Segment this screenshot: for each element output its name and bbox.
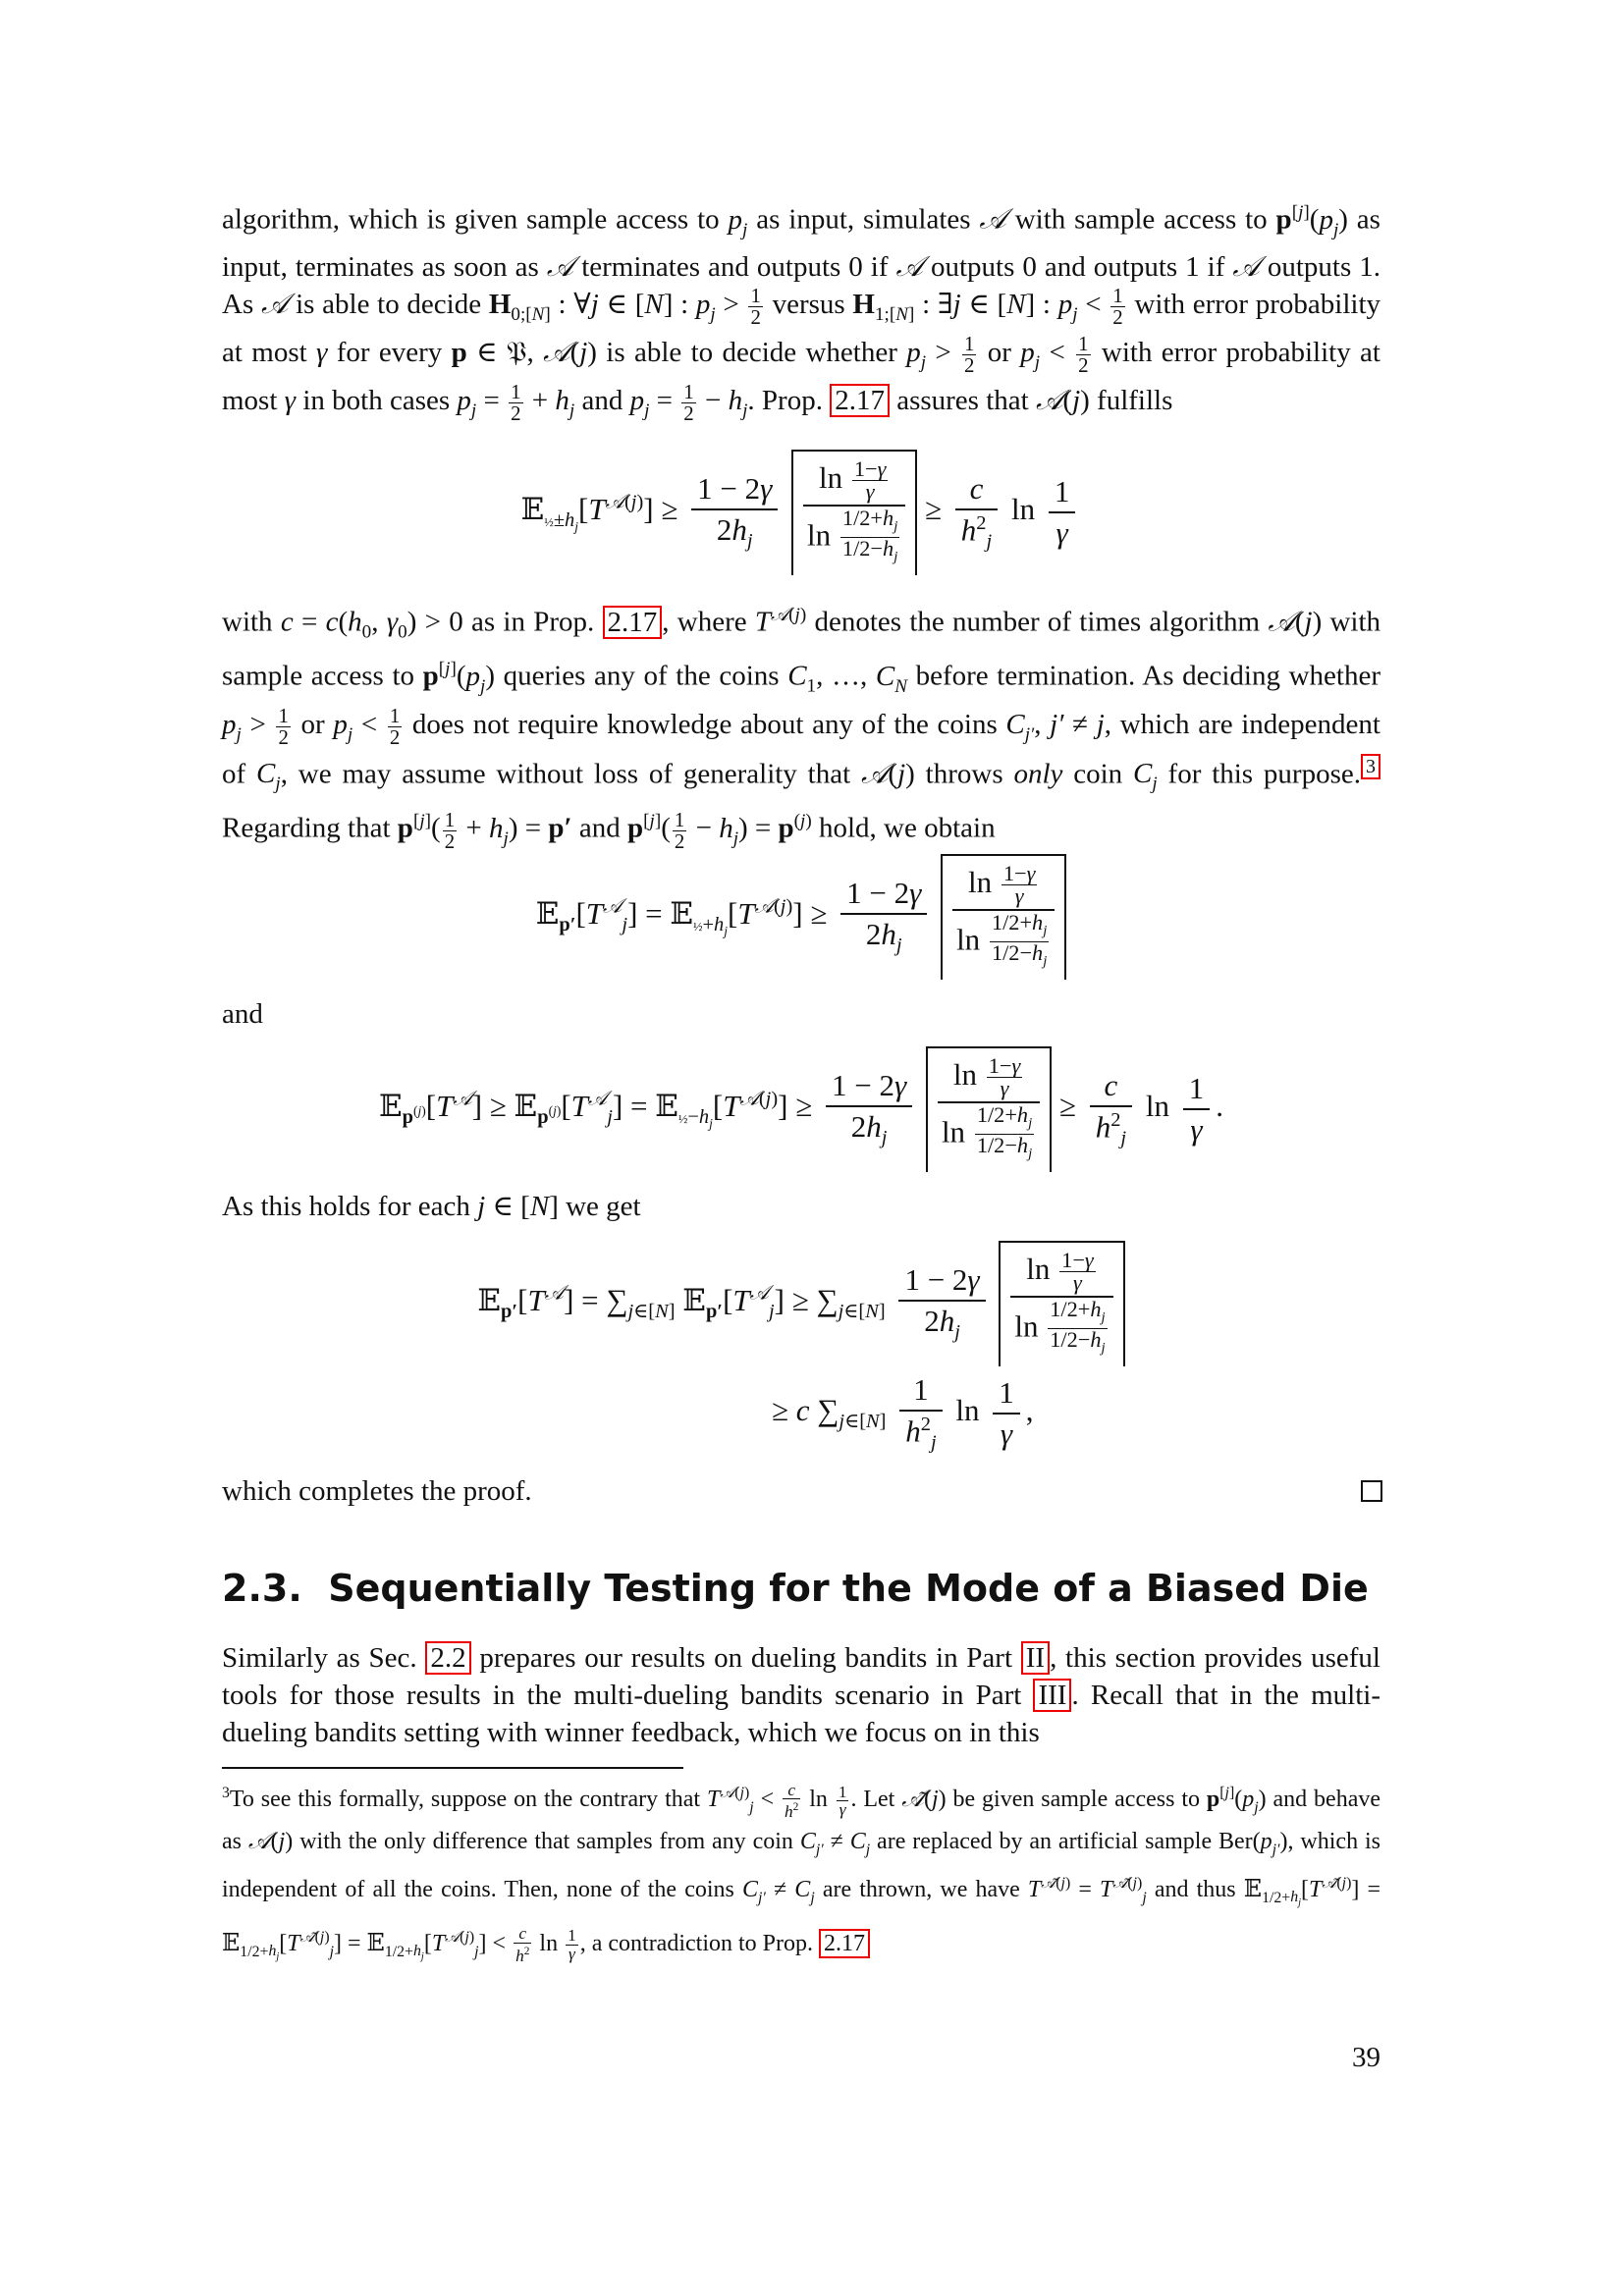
ref-part-iii[interactable]: III xyxy=(1033,1679,1071,1712)
paragraph-completes xyxy=(222,1472,1380,1510)
and-text: and xyxy=(222,998,263,1030)
as-holds-text: As this holds for each xyxy=(222,1191,470,1222)
paragraph-as-holds: As this holds for each j ∈ [N] we get xyxy=(222,1191,641,1222)
ref-sec-2-2[interactable]: 2.2 xyxy=(425,1641,470,1675)
intro-lead-text: algorithm, which is given sample access to xyxy=(222,203,720,236)
ref-prop-2-17[interactable]: 2.17 xyxy=(830,384,890,417)
paragraph-intro: algorithm, which is given sample access to $p_j$ as input, simulates 𝒜 with sample access to $p[j](p_j)$ as input, terminates as soon as 𝒜 terminates and outputs 0 if 𝒜 outputs 0 and outputs 1 if 𝒜 outputs 1. As 𝒜 is able to decide $H_{0;[N]}$ : ∀j ∈ [N] : $p_j$ > $\frac{1}{2}$ versus $H_{1;[N]}$ : ∃j ∈ [N] : $p_j$ < $\frac{1}{2}$ with error probability at most γ for every p ∈ 𝔓, 𝒜(j) is able to decide whether $p_j$ > $\frac{1}{2}$ or $p_j$ < $\frac{1}{2}$ with error probability at most γ in both cases $p_j$ = $\frac{1}{2}$ + $h_j$ and $p_j$ = $\frac{1}{2}$ − $h_j$. Prop. 2.17 assures that 𝒜(j) fulfills xyxy=(222,202,1381,425)
ref-prop-2-17-footnote[interactable]: 2.17 xyxy=(819,1929,870,1958)
section-heading xyxy=(222,1567,1369,1610)
ref-prop-2-17-b[interactable]: 2.17 xyxy=(603,606,663,639)
paragraph-and xyxy=(222,995,1380,1033)
equation-2: $𝔼_{p'}[T^𝒜_j]$ = $𝔼_{\frac{1}{2}+h_j}[T^{𝒜(j)}]$ ≥ $\frac{1 - 2\gamma}{2h_j}$ ln $\frac{1-\gamma}{\gamma}$ ln $\frac{1/2+h_j}{1/2-h_j}$ xyxy=(222,854,1380,980)
equation-4-line-2: ≥ c $\sum_{j\in[N]}$ $\frac{1}{h^2_j}$ ln $\frac{1}{\gamma}$ , xyxy=(772,1372,1034,1454)
qed-box-icon xyxy=(1361,1480,1382,1502)
equation-3: $𝔼_{p^{(j)}}[T^𝒜]$ ≥ $𝔼_{p^{(j)}}[T^𝒜_j]$ = $𝔼_{\frac{1}{2}-h_j}[T^{𝒜(j)}]$ ≥ $\frac{1 - 2\gamma}{2h_j}$ ln $\frac{1-\gamma}{\gamma}$ ln $\frac{1/2+h_j}{1/2-h_j}$ ≥ $\frac{c}{h^2_j}$ ln $\frac{1}{\gamma}$ . xyxy=(222,1046,1380,1172)
page-number: 39 xyxy=(1352,2042,1380,2073)
section-number: 2.3. xyxy=(222,1567,302,1610)
footnote-3: $^3$To see this formally, suppose on the contrary that $T^{𝒜(j)}_j$ < $\frac{c}{h^2}$ ln $\frac{1}{\gamma}$ . Let 𝒜̃(j) be given sample access to $p[j](p_j)$ and behave as 𝒜(j) with the only difference that samples from any coin $C_{j'} \ne C_j$ are replaced by an artificial sample $Ber(p_{j'})$, which is independent of all the coins. Then, none of the coins $C_{j'} \ne C_j$ are thrown, we have $T^{𝒜̃(j)} = T^{𝒜̃(j)}_j$ and thus $𝔼_{1/2+h_j}[T^{𝒜̃(j)}]$ = $𝔼_{1/2+h_j}[T^{𝒜̃(j)}_j]$ = $𝔼_{1/2+h_j}[T^{𝒜(j)}_j]$ < $\frac{c}{h^2}$ ln $\frac{1}{\gamma}$ , a contradiction to Prop. 2.17 xyxy=(222,1780,1381,1965)
section-title: Sequentially Testing for the Mode of a Biased Die xyxy=(328,1567,1369,1610)
footnote-rule xyxy=(222,1767,683,1769)
we-get-text: we get xyxy=(566,1191,641,1222)
equation-1: $𝔼_{\frac{1}{2}\pm h_j}[T^{𝒜(j)}]$ ≥ $\frac{1 - 2\gamma}{2h_j}$ ln $\frac{1-\gamma}{\gamma}$ ln $\frac{1/2+h_j}{1/2-h_j}$ ≥ $\frac{c}{h^2_j}$ ln $\frac{1}{\gamma}$ xyxy=(222,450,1380,575)
ref-part-ii[interactable]: II xyxy=(1021,1641,1050,1675)
footnote-marker-3[interactable]: 3 xyxy=(1361,754,1380,779)
equation-4: $𝔼_{p'}[T^𝒜] = \sum_{j\in[N]}$ $𝔼_{p'}[T^𝒜_j] \ge \sum_{j\in[N]}$ $\frac{1 - 2\gamma}{2h_j}$ ln $\frac{1-\gamma}{\gamma}$ ln $\frac{1/2+h_j}{1/2-h_j}$ xyxy=(222,1241,1380,1366)
paragraph-section-intro: Similarly as Sec. 2.2 prepares our results on dueling bandits in Part II , this section provides useful tools for those results in the multi-dueling bandits scenario in Part III . Recall that in the multi-dueling bandits setting with winner feedback, which we focus on in this xyxy=(222,1642,1380,1748)
paragraph-with-c: with $c = c(h_0$, $\gamma_0) > 0$ as in Prop. 2.17 , where $T^{𝒜(j)}$ denotes the number of times algorithm 𝒜(j) with sample access to $p[j](p_j)$ queries any of the coins $C_1$, …, $C_N$ before termination. As deciding whether $p_j$ > $\frac{1}{2}$ or $p_j$ < $\frac{1}{2}$ does not require knowledge about any of the coins $C_{j'}$, j′ ≠ j, which are independent of $C_j$, we may assume without loss of generality that 𝒜(j) throws only coin $C_j$ for this purpose. 3 Regarding that p[j]( $\frac{1}{2}$ + $h_j) = p'$ and p[j]( $\frac{1}{2}$ − $h_j) = p^{(j)}$ hold, we obtain xyxy=(222,605,1381,853)
completes-text: which completes the proof. xyxy=(222,1475,532,1507)
